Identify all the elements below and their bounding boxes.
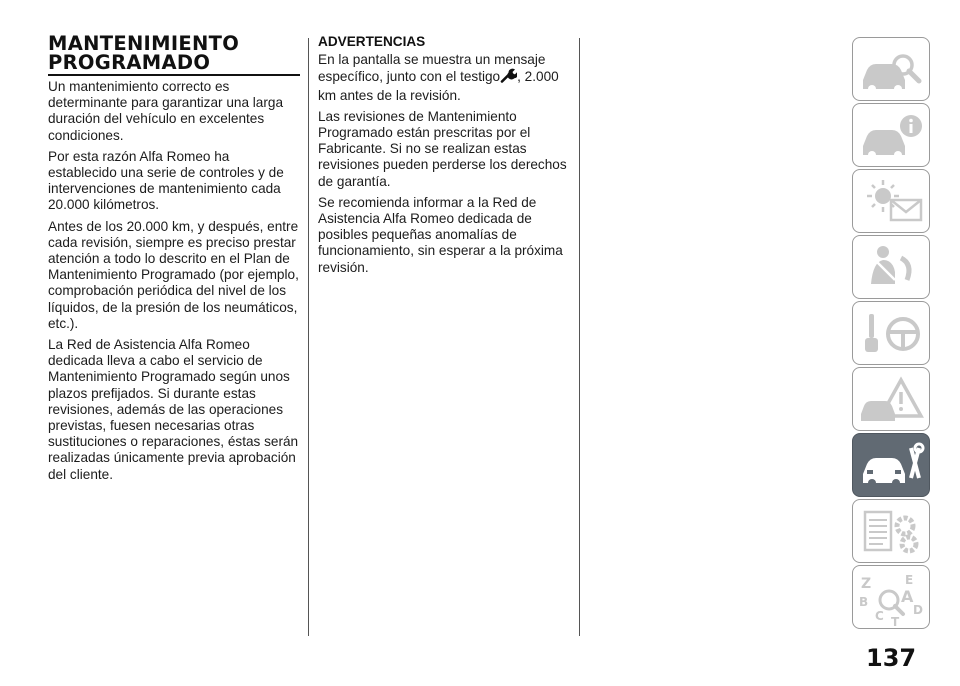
svg-text:E: E	[905, 573, 914, 587]
seatbelt-airbag-icon	[853, 236, 931, 300]
technical-data-gears-icon	[853, 500, 931, 564]
warnings-heading: ADVERTENCIAS	[318, 34, 426, 49]
warning-paragraph: Se recomienda informar a la Red de Asistencia Alfa Romeo dedicada de posibles pequeñas anomalías de funcionamiento, sin esperar a la próxima revisión.	[318, 194, 563, 275]
car-warning-triangle-icon	[853, 368, 931, 432]
svg-text:B: B	[859, 595, 869, 609]
svg-text:D: D	[913, 603, 923, 617]
chapter-tab-technical-data[interactable]	[852, 499, 930, 563]
column-divider-right	[579, 38, 580, 636]
body-paragraph: Antes de los 20.000 km, y después, entre cada revisión, siempre es preciso prestar atención a todo lo descrito en el Plan de Mantenimiento Programado (por ejemplo, comprobación periódica del nivel de los líquidos, de la presión de los neumáticos, etc.).	[48, 218, 299, 331]
section-title-line2: PROGRAMADO	[48, 51, 211, 74]
svg-text:A: A	[901, 587, 914, 606]
body-paragraph: Por esta razón Alfa Romeo ha establecido una serie de controles y de intervenciones de mantenimiento cada 20.000 kilómetros.	[48, 148, 284, 213]
car-search-icon	[853, 38, 931, 102]
chapter-tab-index[interactable]	[852, 565, 930, 629]
warning-text-after-icon: , 2.000 km antes de la revisión.	[318, 69, 559, 103]
warning-paragraph: Las revisiones de Mantenimiento Programado están prescritas por el Fabricante. Si no se realizan estas revisiones pueden perderse los derechos de garantía.	[318, 108, 567, 189]
section-title	[48, 34, 300, 72]
svg-text:T: T	[891, 615, 900, 629]
car-info-icon	[853, 104, 931, 168]
warning-text-before-icon: En la pantalla se muestra un mensaje específico, junto con el testigo	[318, 52, 546, 85]
right-column	[318, 34, 568, 281]
section-title-line1: MANTENIMIENTO	[48, 32, 240, 55]
alphabetical-index-icon	[853, 566, 931, 630]
page-number: 137	[866, 644, 917, 672]
warning-paragraph	[318, 52, 568, 104]
chapter-tab-safety[interactable]	[852, 235, 930, 299]
left-column	[48, 34, 300, 488]
chapter-tab-warning-lights[interactable]	[852, 169, 930, 233]
chapter-tab-starting-driving[interactable]	[852, 301, 930, 365]
column-divider-left	[308, 38, 309, 636]
chapter-tab-vehicle-info[interactable]	[852, 103, 930, 167]
key-steering-wheel-icon	[853, 302, 931, 366]
title-underline	[48, 74, 300, 76]
body-paragraph: Un mantenimiento correcto es determinante para garantizar una larga duración del vehículo en excelentes condiciones.	[48, 79, 284, 143]
car-maintenance-icon	[853, 434, 931, 498]
svg-text:Z: Z	[861, 576, 872, 592]
wrench-icon	[500, 68, 517, 87]
chapter-tab-emergency[interactable]	[852, 367, 930, 431]
chapter-tab-dashboard[interactable]	[852, 37, 930, 101]
warning-lights-message-icon	[853, 170, 931, 234]
svg-text:C: C	[875, 609, 884, 623]
chapter-tab-maintenance[interactable]	[852, 433, 930, 497]
body-paragraph: La Red de Asistencia Alfa Romeo dedicada lleva a cabo el servicio de Mantenimiento Programado según unos plazos prefijados. Si durante estas revisiones, además de las operaciones previstas, fuesen necesarias otras sustituciones o reparaciones, éstas serán realizadas únicamente previa aprobación del cliente.	[48, 337, 299, 482]
